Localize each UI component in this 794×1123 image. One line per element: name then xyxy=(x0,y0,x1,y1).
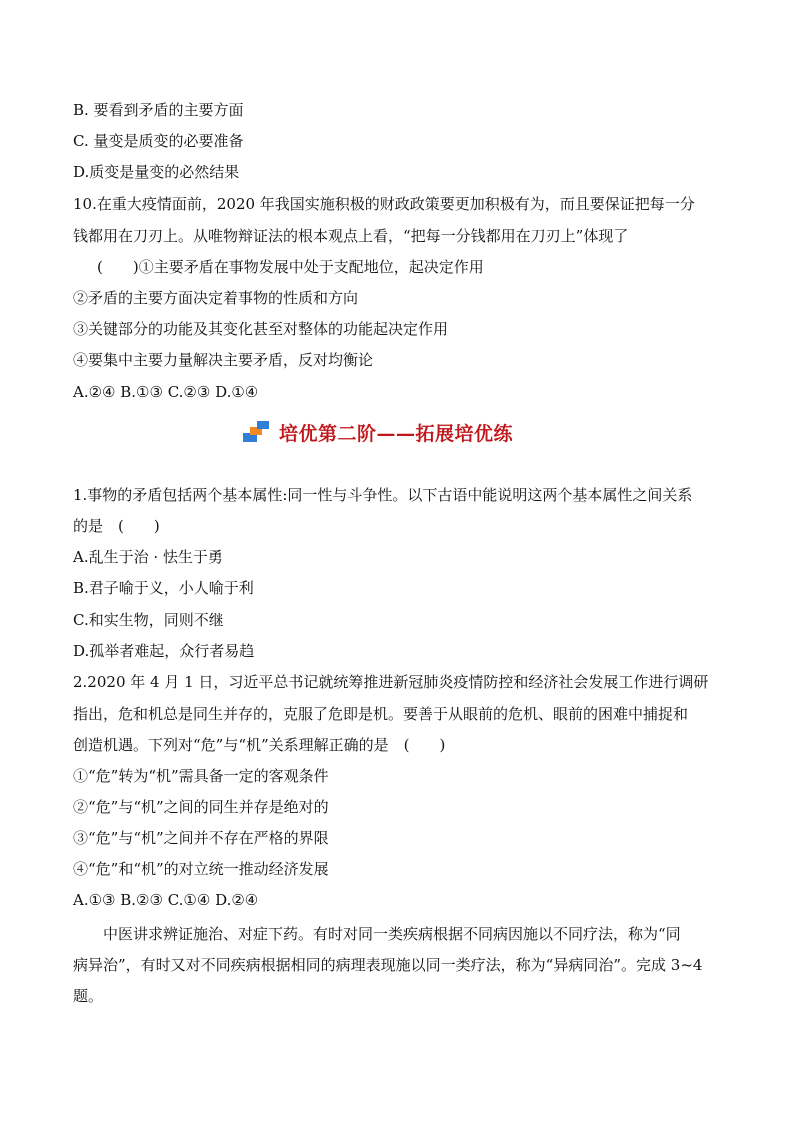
section-header xyxy=(243,419,513,445)
question-10-statement-3: ③关键部分的功能及其变化甚至对整体的功能起决定作用 xyxy=(73,320,449,338)
question-1-stem-line-2: 的是 ( ) xyxy=(73,517,160,535)
passage-line-2: 病异治”，有时又对不同疾病根据相同的病理表现施以同一类疗法，称为“异病同治”。完成 3~4 xyxy=(73,956,703,974)
question-10-options: A.②④ B.①③ C.②③ D.①④ xyxy=(73,383,259,401)
passage-line-1: 中医讲求辨证施治、对症下药。有时对同一类疾病根据不同病因施以不同疗法，称为“同 xyxy=(103,925,681,943)
question-2-stem-line-3: 创造机遇。下列对“危”与“机”关系理解正确的是 ( ) xyxy=(73,736,446,754)
question-1-stem-line-1: 1.事物的矛盾包括两个基本属性:同一性与斗争性。以下古语中能说明这两个基本属性之间关系 xyxy=(73,486,693,504)
question-2-statement-3: ③“危”与“机”之间并不存在严格的界限 xyxy=(73,829,329,847)
option-c: C. 量变是质变的必要准备 xyxy=(73,132,244,150)
question-2-stem-line-2: 指出，危和机总是同生并存的，克服了危即是机。要善于从眼前的危机、眼前的困难中捕捉和 xyxy=(73,705,689,723)
question-1-option-b: B.君子喻于义，小人喻于利 xyxy=(73,579,254,597)
question-2-statement-2: ②“危”与“机”之间的同生并存是绝对的 xyxy=(73,798,329,816)
question-1-option-d: D.孤举者难起，众行者易趋 xyxy=(73,642,255,660)
question-2-options: A.①③ B.②③ C.①④ D.②④ xyxy=(73,891,259,909)
section-blocks-icon xyxy=(243,421,271,443)
question-10-statement-2: ②矛盾的主要方面决定着事物的性质和方向 xyxy=(73,289,359,307)
section-title: 培优第二阶——拓展培优练 xyxy=(279,422,514,445)
question-10-stem-line-2: 钱都用在刀刃上。从唯物辩证法的根本观点上看，“把每一分钱都用在刀刃上”体现了 xyxy=(73,227,629,245)
question-2-statement-4: ④“危”和“机”的对立统一推动经济发展 xyxy=(73,860,329,878)
question-10-stem-line-1: 10.在重大疫情面前，2020 年我国实施积极的财政政策要更加积极有为，而且要保证把每一分 xyxy=(73,195,695,213)
question-10-statement-1: ( )①主要矛盾在事物发展中处于支配地位，起决定作用 xyxy=(97,258,484,276)
question-1-option-c: C.和实生物，同则不继 xyxy=(73,611,224,629)
question-1-option-a: A.乱生于治 · 怯生于勇 xyxy=(73,548,223,566)
question-2-statement-1: ①“危”转为“机”需具备一定的客观条件 xyxy=(73,767,329,785)
passage-line-3: 题。 xyxy=(73,987,104,1005)
option-b: B. 要看到矛盾的主要方面 xyxy=(73,101,244,119)
option-d: D.质变是量变的必然结果 xyxy=(73,163,240,181)
question-10-statement-4: ④要集中主要力量解决主要矛盾，反对均衡论 xyxy=(73,351,374,369)
question-2-stem-line-1: 2.2020 年 4 月 1 日，习近平总书记就统筹推进新冠肺炎疫情防控和经济社会发展工作进行调研 xyxy=(73,673,709,691)
